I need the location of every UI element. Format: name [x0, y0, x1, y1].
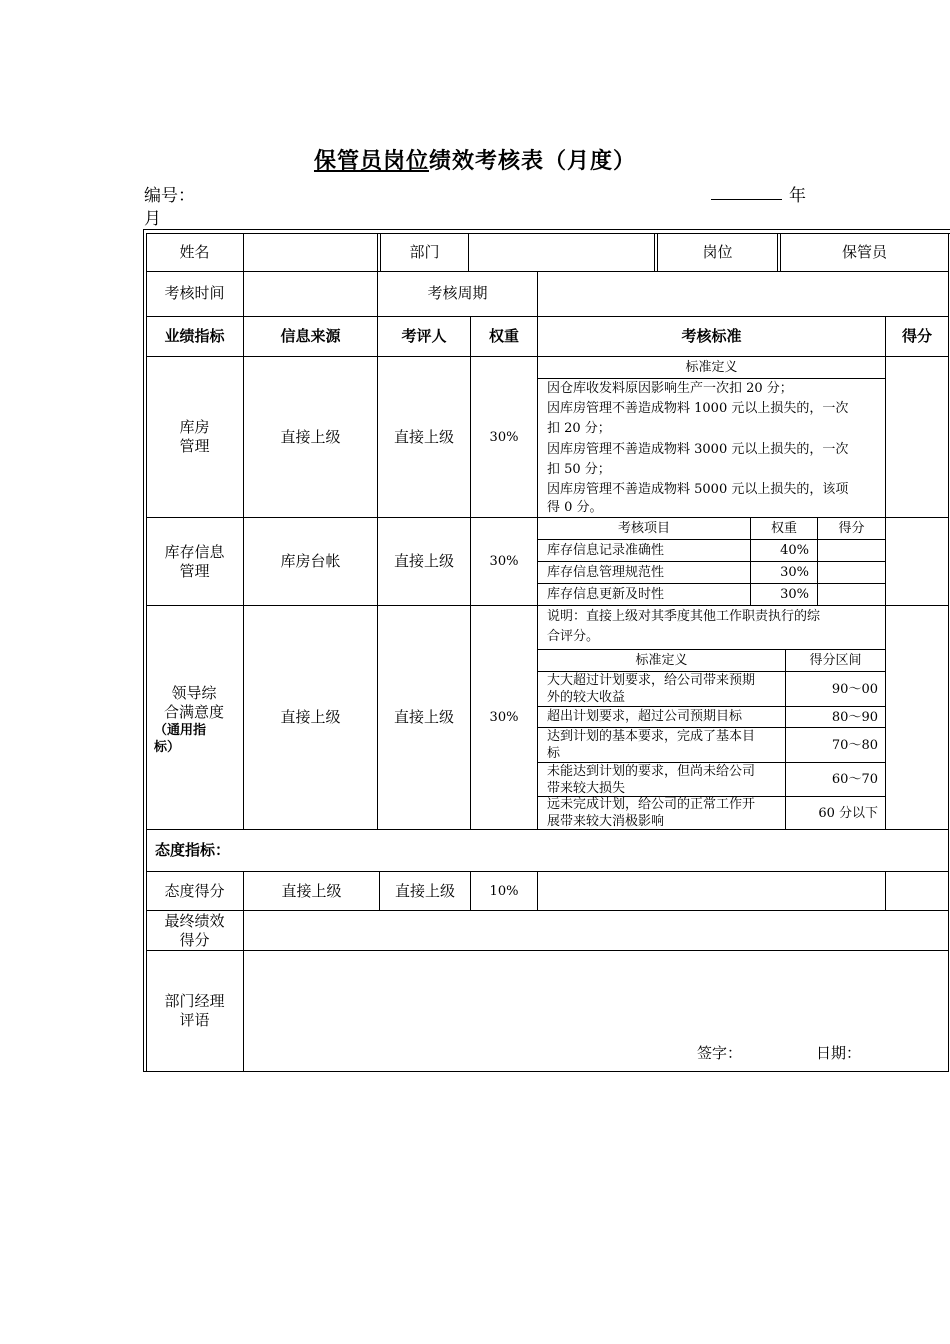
sec3-def-line: 标: [547, 745, 561, 761]
post-label: 岗位: [702, 242, 733, 261]
sec2-head-item: 考核项目: [617, 521, 670, 536]
sec2-item-weight: 30%: [780, 565, 809, 580]
col-standard: 考核标准: [681, 326, 742, 345]
sec3-range: 80～90: [831, 709, 878, 725]
name-label: 姓名: [179, 242, 210, 261]
sec1-line: 因库房管理不善造成物料 3000 元以上损失的，一次: [547, 441, 849, 457]
attitude-weight: 10%: [489, 883, 519, 899]
sec2-score-field[interactable]: [886, 518, 948, 605]
name-field[interactable]: [244, 233, 377, 271]
col-indicator: 业绩指标: [164, 326, 225, 345]
sec3-range: 70～80: [831, 737, 878, 753]
sec3-def-line: 未能达到计划的要求，但尚未给公司: [547, 764, 756, 779]
number-label: 编号：: [144, 186, 195, 206]
period-label: 考核周期: [427, 284, 488, 302]
sec3-note: [547, 607, 883, 647]
sec1-source: 直接上级: [280, 427, 341, 446]
sec1-line: 因库房管理不善造成物料 5000 元以上损失的，该项: [547, 482, 849, 498]
sec2-item-score-field[interactable]: [818, 584, 885, 605]
sec3-def-line: 外的较大收益: [547, 689, 626, 705]
attitude-source: 直接上级: [281, 881, 342, 900]
sec2-item-weight: 40%: [780, 543, 809, 558]
sec1-line: 扣 20 分；: [547, 421, 611, 437]
sec2-source: 库房台帐: [280, 552, 341, 570]
sec1-line: 扣 50 分；: [547, 461, 611, 477]
col-evaluator: 考评人: [401, 326, 447, 345]
sec1-name: 库房 管理: [179, 418, 210, 455]
sec3-def: [547, 729, 783, 762]
dept-field[interactable]: [469, 233, 654, 271]
sec3-def-line: 超出计划要求，超过公司预期目标: [547, 709, 743, 724]
sec3-range: 90～00: [831, 681, 878, 697]
sec2-item-score-field[interactable]: [818, 562, 885, 583]
sec1-score-field[interactable]: [886, 357, 948, 517]
sec1-evaluator: 直接上级: [393, 427, 454, 446]
sec2-head-score: 得分: [838, 521, 865, 536]
sec2-item: 库存信息管理规范性: [547, 565, 665, 580]
sign-label: 签字：: [697, 1044, 743, 1062]
sec2-item: 库存信息更新及时性: [547, 587, 665, 602]
sec2-item-weight: 30%: [780, 587, 809, 602]
sec3-sub: （通用指 标）: [154, 723, 207, 755]
date-label: 日期：: [816, 1044, 862, 1062]
sec3-evaluator: 直接上级: [393, 708, 454, 726]
comment-field[interactable]: [244, 951, 948, 1036]
sec2-item-score-field[interactable]: [818, 540, 885, 561]
year-label: 年: [789, 186, 806, 206]
sec3-def: [547, 764, 783, 797]
sec3-def: [547, 708, 783, 726]
time-field[interactable]: [244, 271, 377, 316]
sec3-def-line: 带来较大损失: [547, 780, 626, 796]
sec3-def-line: 远未完成计划，给公司的正常工作开: [547, 797, 756, 812]
sec3-range: 60 分以下: [818, 805, 878, 821]
attitude-label: 态度得分: [164, 881, 225, 900]
sec3-def: [547, 797, 783, 830]
sec1-std-header: 标准定义: [685, 360, 738, 375]
attitude-standard-field[interactable]: [538, 872, 885, 910]
sec2-name: 库存信息 管理: [164, 542, 225, 580]
sec3-name: 领导综 合满意度: [163, 684, 224, 721]
dept-label: 部门: [409, 242, 440, 261]
sec3-def-line: 大大超过计划要求，给公司带来预期: [547, 673, 756, 688]
final-score-field[interactable]: [244, 911, 948, 950]
col-weight: 权重: [488, 326, 519, 345]
sec3-score-field[interactable]: [886, 606, 948, 829]
period-field[interactable]: [538, 271, 948, 316]
col-score: 得分: [901, 326, 932, 345]
sec2-item: 库存信息记录准确性: [547, 543, 665, 558]
sec3-note-line: 说明：直接上级对其季度其他工作职责执行的综: [547, 609, 821, 624]
sec3-def-line: 展带来较大消极影响: [547, 813, 665, 829]
col-source: 信息来源: [280, 326, 341, 345]
comment-label: 部门经理 评语: [164, 992, 225, 1029]
page-title: 保管员岗位绩效考核表（月度）: [313, 148, 637, 174]
post-value: 保管员: [841, 242, 887, 261]
year-blank-underline: [711, 199, 782, 200]
time-label: 考核时间: [164, 284, 225, 302]
sec3-def-line: 达到计划的基本要求，完成了基本目: [547, 729, 756, 744]
sec1-weight: 30%: [489, 429, 519, 445]
sec3-weight: 30%: [489, 710, 519, 725]
sec2-head-weight: 权重: [770, 521, 797, 536]
sec1-line: 因库房管理不善造成物料 1000 元以上损失的，一次: [547, 401, 849, 417]
sec3-note-line: 合评分。: [547, 629, 600, 644]
sec3-source: 直接上级: [280, 708, 341, 726]
final-label: 最终绩效 得分: [164, 911, 225, 949]
sec3-head-def: 标准定义: [635, 653, 688, 668]
month-label: 月: [144, 209, 161, 229]
sec1-line: 得 0 分。: [547, 500, 603, 516]
sec3-def: [547, 673, 783, 706]
attitude-evaluator: 直接上级: [394, 881, 455, 900]
sec1-standard-text: [547, 379, 883, 515]
sec3-range: 60～70: [831, 772, 878, 787]
sec3-head-range: 得分区间: [809, 653, 862, 668]
sec2-evaluator: 直接上级: [393, 552, 454, 570]
sec1-line: 因仓库收发料原因影响生产一次扣 20 分；: [547, 381, 793, 396]
attitude-section-label: 态度指标：: [155, 841, 231, 859]
sec3-name-cell: [146, 606, 243, 829]
sec2-weight: 30%: [489, 554, 519, 569]
attitude-score-field[interactable]: [886, 872, 948, 910]
